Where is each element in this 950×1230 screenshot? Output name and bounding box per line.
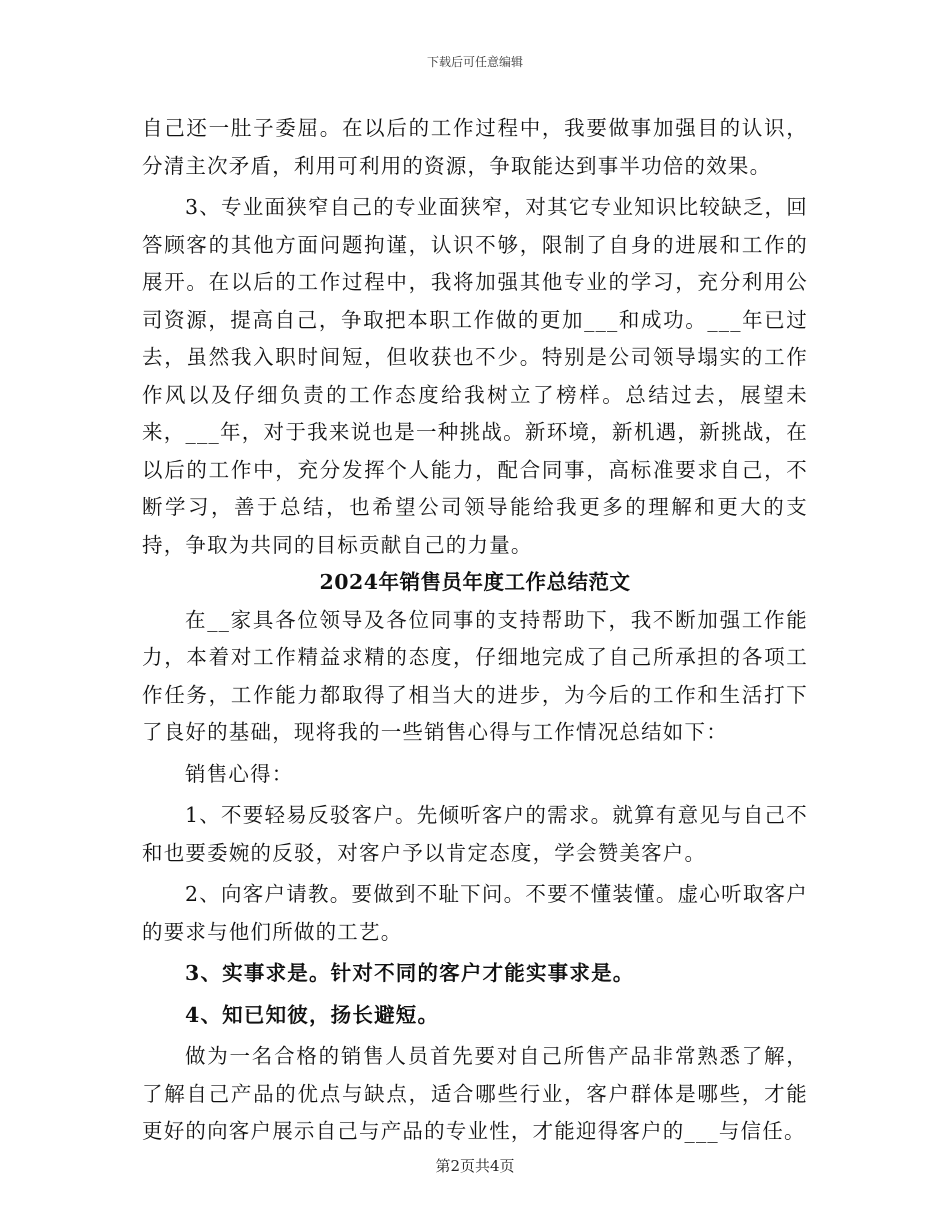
paragraph-closing: 做为一名合格的销售人员首先要对自己所售产品非常熟悉了解，了解自己产品的优点与缺点，适合哪些行业，客户群体是哪些，才能更好的向客户展示自己与产品的专业性，才能迎得客户的___与信任。 bbox=[142, 1044, 808, 1143]
paragraph-subheading: 销售心得： bbox=[185, 761, 294, 786]
paragraph-intro: 在__家具各位领导及各位同事的支持帮助下，我不断加强工作能力，本着对工作精益求精的态度，仔细地完成了自己所承担的各项工作任务，工作能力都取得了相当大的进步，为今后的工作和生活打下了良好的基础，现将我的一些销售心得与工作情况总结如下： bbox=[142, 607, 808, 744]
paragraph-tip-3: 3、实事求是。针对不同的客户才能实事求是。 bbox=[185, 961, 635, 985]
paragraph-point-3: 3、专业面狭窄自己的专业面狭窄，对其它专业知识比较缺乏，回答顾客的其他方面问题拘谨，认识不够，限制了自身的进展和工作的展开。在以后的工作过程中，我将加强其他专业的学习，充分利用公司资源，提高自己，争取把本职工作做的更加___和成功。___年已过去，虽然我入职时间短，但收获也不少。特别是公司领导塌实的工作作风以及仔细负责的工作态度给我树立了榜样。总结过去，展望未来，___年，对于我来说也是一种挑战。新环境，新机遇，新挑战，在以后的工作中，充分发挥个人能力，配合同事，高标准要求自己，不断学习，善于总结，也希望公司领导能给我更多的理解和更大的支持，争取为共同的目标贡献自己的力量。 bbox=[142, 195, 808, 557]
paragraph-tip-2: 2、向客户请教。要做到不耻下问。不要不懂装懂。虚心听取客户的要求与他们所做的工艺。 bbox=[142, 882, 808, 944]
page-footer: 第2页共4页 bbox=[435, 1157, 515, 1175]
paragraph-continuation: 自己还一肚子委屈。在以后的工作过程中，我要做事加强目的认识，分清主次矛盾，利用可利用的资源，争取能达到事半功倍的效果。 bbox=[142, 116, 808, 178]
section-title: 2024年销售员年度工作总结范文 bbox=[319, 570, 631, 594]
paragraph-tip-4: 4、知已知彼，扬长避短。 bbox=[185, 1002, 440, 1027]
page-header: 下载后可任意编辑 bbox=[426, 55, 523, 69]
document-body bbox=[142, 110, 808, 1151]
paragraph-tip-1: 1、不要轻易反驳客户。先倾听客户的需求。就算有意见与自己不和也要委婉的反驳，对客户予以肯定态度，学会赞美客户。 bbox=[142, 803, 808, 865]
